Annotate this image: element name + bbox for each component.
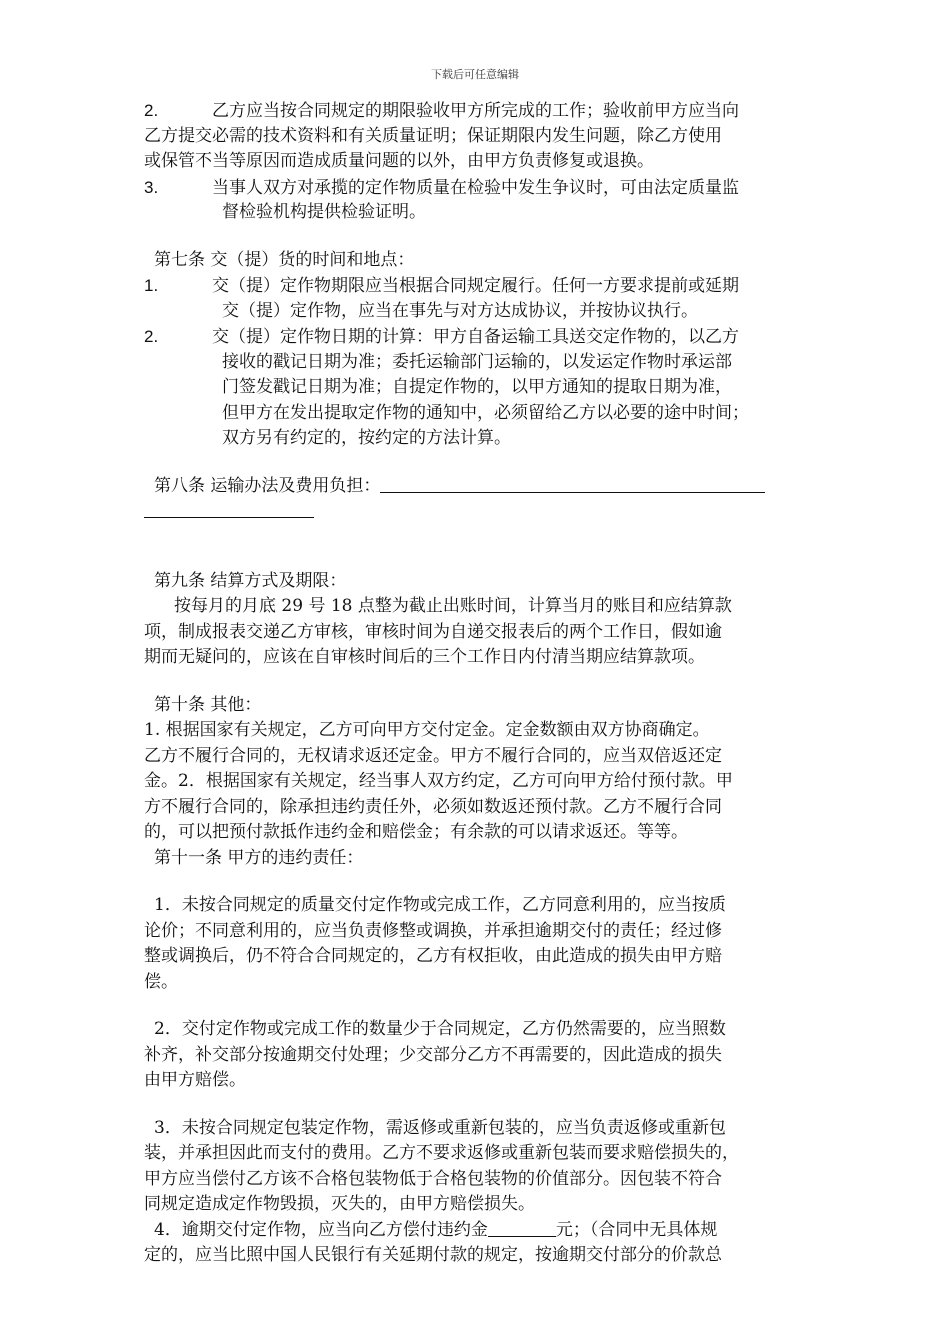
text-line	[144, 375, 809, 401]
line-text: 论价；不同意利用的，应当负责修整或调换，并承担逾期交付的责任；经过修	[144, 920, 722, 941]
text-line	[144, 1116, 809, 1142]
text-line	[144, 744, 809, 770]
blank-line	[144, 226, 809, 248]
line-text: 补齐，补交部分按逾期交付处理；少交部分乙方不再需要的，因此造成的损失	[144, 1044, 722, 1065]
text-line	[144, 1043, 809, 1069]
line-text: 按每月的月底 29 号 18 点整为截止出账时间，计算当月的账目和应结算款	[174, 596, 732, 616]
text-line	[144, 401, 809, 427]
text-line	[144, 1141, 809, 1167]
text-line	[144, 350, 809, 376]
line-text: 1. 根据国家有关规定，乙方可向甲方交付定金。定金数额由双方协商确定。	[144, 720, 710, 740]
line-text: 交（提）定作物，应当在事先与对方达成协议，并按协议执行。	[222, 300, 698, 321]
line-text: 乙方不履行合同的，无权请求返还定金。甲方不履行合同的，应当双倍返还定	[144, 745, 722, 766]
line-text: 偿。	[144, 971, 178, 992]
line-text: 门签发戳记日期为准；自提定作物的，以甲方通知的提取日期为准，	[222, 377, 732, 397]
line-text: 项，制成报表交递乙方审核，审核时间为自递交报表后的两个工作日，假如逾	[144, 621, 722, 642]
line-text: 期而无疑问的，应该在自审核时间后的三个工作日内付清当期应结算款项。	[144, 647, 705, 667]
text-line	[144, 499, 809, 525]
line-text: 同规定造成定作物毁损，灭失的，由甲方赔偿损失。	[144, 1194, 535, 1214]
blank-line	[144, 547, 809, 569]
text-line	[144, 1167, 809, 1193]
line-text: 3．未按合同规定包装定作物，需返修或重新包装的，应当负责返修或重新包	[154, 1117, 726, 1138]
text-line	[144, 149, 809, 175]
text-line	[144, 299, 809, 325]
line-text: 1．未按合同规定的质量交付定作物或完成工作，乙方同意利用的，应当按质	[154, 895, 726, 915]
text-line	[144, 1068, 809, 1094]
blank-line	[144, 525, 809, 547]
line-text: 督检验机构提供检验证明。	[222, 202, 426, 222]
line-text: 方不履行合同的，除承担违约责任外，必须如数返还预付款。乙方不履行合同	[144, 796, 722, 817]
text-line	[144, 893, 809, 919]
line-text-tail: 元；（合同中无具体规	[555, 1219, 718, 1240]
line-text: 但甲方在发出提取定作物的通知中，必须留给乙方以必要的途中时间；	[222, 402, 749, 423]
text-line	[144, 248, 809, 274]
item-number: 2.	[144, 327, 159, 346]
line-text: 第七条 交（提）货的时间和地点：	[154, 249, 415, 270]
blank-line	[144, 1094, 809, 1116]
text-line	[144, 569, 809, 595]
blank-underline	[380, 474, 765, 493]
text-line	[144, 1192, 809, 1218]
text-line	[144, 474, 809, 500]
line-text: 接收的戳记日期为准；委托运输部门运输的，以发运定作物时承运部	[222, 351, 732, 372]
line-text: 2．交付定作物或完成工作的数量少于合同规定，乙方仍然需要的，应当照数	[154, 1019, 726, 1039]
blank-line	[144, 995, 809, 1017]
text-line	[144, 693, 809, 719]
text-line	[144, 124, 809, 150]
line-text: 第十一条 甲方的违约责任：	[154, 847, 364, 868]
text-line	[144, 1243, 809, 1269]
text-line	[144, 846, 809, 872]
line-text: 装，并承担因此而支付的费用。乙方不要求返修或重新包装而要求赔偿损失的，	[144, 1143, 739, 1163]
text-line	[144, 620, 809, 646]
text-line	[144, 324, 809, 350]
text-line	[144, 273, 809, 299]
text-line	[144, 1218, 809, 1244]
document-body	[144, 98, 809, 1269]
text-line	[144, 795, 809, 821]
blank-underline	[144, 499, 314, 518]
blank-underline	[488, 1218, 556, 1237]
line-text: 甲方应当偿付乙方该不合格包装物低于合格包装物的价值部分。因包装不符合	[144, 1168, 722, 1189]
text-line	[144, 944, 809, 970]
item-number: 3.	[144, 177, 159, 197]
text-line	[144, 594, 809, 620]
text-line	[144, 919, 809, 945]
line-text: 金。2．根据国家有关规定，经当事人双方约定，乙方可向甲方给付预付款。甲	[144, 771, 733, 791]
line-text: 整或调换后，仍不符合合同规定的，乙方有权拒收，由此造成的损失由甲方赔	[144, 946, 722, 966]
line-text: 定的，应当比照中国人民银行有关延期付款的规定，按逾期交付部分的价款总	[144, 1245, 722, 1265]
line-text: 或保管不当等原因而造成质量问题的以外，由甲方负责修复或退换。	[144, 151, 654, 171]
line-text: 由甲方赔偿。	[144, 1070, 246, 1090]
blank-line	[144, 671, 809, 693]
line-text: 第八条 运输办法及费用负担：	[154, 475, 381, 496]
line-text: 当事人双方对承揽的定作物质量在检验中发生争议时，可由法定质量监	[212, 177, 739, 198]
item-number: 1.	[144, 276, 159, 295]
text-line	[144, 200, 809, 226]
line-text: 的，可以把预付款抵作违约金和赔偿金；有余款的可以请求返还。等等。	[144, 822, 688, 842]
text-line	[144, 1017, 809, 1043]
text-line	[144, 820, 809, 846]
text-line	[144, 970, 809, 996]
line-text: 交（提）定作物日期的计算：甲方自备运输工具送交定作物的，以乙方	[212, 327, 739, 347]
line-text: 第十条 其他：	[154, 694, 262, 715]
line-text: 交（提）定作物期限应当根据合同规定履行。任何一方要求提前或延期	[212, 276, 739, 296]
line-text: 乙方应当按合同规定的期限验收甲方所完成的工作；验收前甲方应当向	[212, 101, 739, 121]
blank-line	[144, 871, 809, 893]
line-text: 第九条 结算方式及期限：	[154, 570, 347, 591]
page-header: 下载后可任意编辑	[431, 68, 519, 81]
line-text: 乙方提交必需的技术资料和有关质量证明；保证期限内发生问题，除乙方使用	[144, 125, 722, 146]
text-line	[144, 175, 809, 201]
item-number: 2.	[144, 101, 159, 120]
blank-line	[144, 452, 809, 474]
text-line	[144, 718, 809, 744]
text-line	[144, 645, 809, 671]
text-line	[144, 769, 809, 795]
text-line	[144, 426, 809, 452]
line-text: 4．逾期交付定作物，应当向乙方偿付违约金	[154, 1219, 488, 1240]
text-line	[144, 98, 809, 124]
line-text: 双方另有约定的，按约定的方法计算。	[222, 428, 511, 448]
